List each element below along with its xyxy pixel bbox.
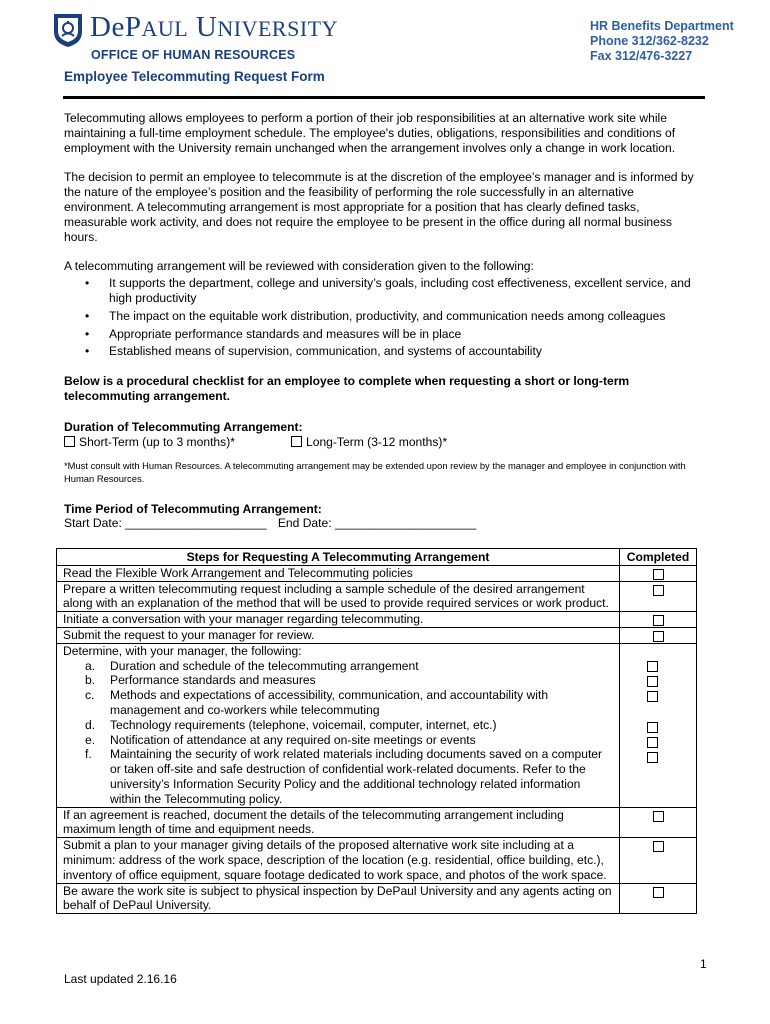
end-date-field[interactable]: _____________________ xyxy=(334,516,477,531)
table-row xyxy=(57,838,697,883)
long-term-checkbox[interactable] xyxy=(291,436,302,447)
hr-department: HR Benefits Department xyxy=(590,19,734,33)
consideration-list xyxy=(64,276,704,359)
checklist-intro: Below is a procedural checklist for an employee to complete when requesting a short or long-term telecommuting arrangement. xyxy=(64,374,630,403)
step-text: Prepare a written telecommuting request including a sample schedule of the desired arrangement along with an explanation of the method that will be used to provide required services or work product. xyxy=(57,581,620,612)
completed-checkbox[interactable] xyxy=(647,661,658,672)
period-heading: Time Period of Telecommuting Arrangement: xyxy=(64,501,322,516)
completed-checkbox[interactable] xyxy=(653,841,664,852)
table-row xyxy=(57,627,697,643)
page-number: 1 xyxy=(700,957,707,971)
table-row xyxy=(57,807,697,838)
completed-checkbox[interactable] xyxy=(647,737,658,748)
header-divider xyxy=(63,96,705,99)
determine-step xyxy=(57,643,620,807)
long-term-option[interactable]: Long-Term (3-12 months)* xyxy=(291,435,447,450)
list-item: e. Notification of attendance at any required on-site meetings or events xyxy=(85,732,476,747)
step-text: If an agreement is reached, document the details of the telecommuting arrangement including maximum length of time and equipment needs. xyxy=(57,807,620,838)
table-row xyxy=(57,883,697,914)
step-text: Submit a plan to your manager giving details of the proposed alternative work site including at a minimum: address of the work space, description of the location (e.g. residential, office building, etc.), inventory of office equipment, square footage dedicated to work space, and photos of the work space. xyxy=(57,838,620,883)
completed-column-header: Completed xyxy=(620,549,697,566)
list-item: d. Technology requirements (telephone, voicemail, computer, internet, etc.) xyxy=(85,717,497,732)
end-date-label: End Date: xyxy=(277,516,332,531)
step-text: Submit the request to your manager for review. xyxy=(57,627,620,643)
bullet-icon: • xyxy=(85,326,90,341)
list-item: • It supports the department, college and university’s goals, including cost effectiveness, excellent service, and high productivity xyxy=(85,276,691,305)
period-dates xyxy=(64,516,704,531)
list-item: • The impact on the equitable work distribution, productivity, and communication needs among colleagues xyxy=(85,308,666,323)
table-row xyxy=(57,581,697,612)
step-text: Initiate a conversation with your manager regarding telecommuting. xyxy=(57,612,620,628)
completed-checkbox[interactable] xyxy=(653,585,664,596)
intro-paragraph-2: The decision to permit an employee to telecommute is at the discretion of the employee’s manager and is informed by the nature of the employee’s position and the feasibility of performing the role successfully in an alternative environment. A telecommuting arrangement is most appropriate for a position that has clearly defined tasks, measurable work activity, and does not require the employee to be present in the office during all normal business hours. xyxy=(64,170,694,244)
hr-contact-block xyxy=(590,19,734,64)
bullet-icon: • xyxy=(85,276,90,291)
table-row xyxy=(57,565,697,581)
list-item: • Established means of supervision, communication, and systems of accountability xyxy=(85,344,542,359)
step-text: Read the Flexible Work Arrangement and Telecommuting policies xyxy=(57,565,620,581)
table-row xyxy=(57,643,697,807)
table-row xyxy=(57,612,697,628)
office-name: OFFICE OF HUMAN RESOURCES xyxy=(91,48,296,62)
list-item: b. Performance standards and measures xyxy=(85,673,316,688)
completed-checkbox[interactable] xyxy=(653,615,664,626)
bullet-icon: • xyxy=(85,308,90,323)
form-title: Employee Telecommuting Request Form xyxy=(64,69,325,84)
duration-options xyxy=(64,435,704,451)
completed-checkbox[interactable] xyxy=(647,676,658,687)
university-name: DePAUL UNIVERSITY xyxy=(90,11,338,43)
step-text: Be aware the work site is subject to physical inspection by DePaul University and any agents acting on behalf of DePaul University. xyxy=(57,883,620,914)
duration-note: *Must consult with Human Resources. A telecommuting arrangement may be extended upon review by the manager and employee in conjunction with Human Resources. xyxy=(64,459,686,484)
intro-paragraph-3: A telecommuting arrangement will be reviewed with consideration given to the following: xyxy=(64,259,534,274)
steps-table xyxy=(56,548,697,914)
determine-list xyxy=(63,659,613,807)
duration-heading: Duration of Telecommuting Arrangement: xyxy=(64,419,303,434)
completed-checkbox[interactable] xyxy=(647,752,658,763)
list-item: f. Maintaining the security of work related materials including documents saved on a computer or taken off-site and safe destruction of confidential work-related documents. Refer to the university’s Information Security Policy and the additional technology related information within the Telecommuting policy. xyxy=(85,747,603,806)
start-date-field[interactable]: _____________________ xyxy=(125,516,267,531)
completed-checkbox[interactable] xyxy=(653,887,664,898)
last-updated: Last updated 2.16.16 xyxy=(64,972,177,986)
completed-checkbox[interactable] xyxy=(647,691,658,702)
intro-section xyxy=(64,111,704,531)
list-item: c. Methods and expectations of accessibility, communication, and accountability with management and co-workers while telecommuting xyxy=(85,688,549,717)
completed-checkbox[interactable] xyxy=(653,569,664,580)
start-date-label: Start Date: xyxy=(64,516,122,531)
university-seal-logo xyxy=(52,12,84,48)
step-text: Determine, with your manager, the following: xyxy=(63,643,302,658)
steps-column-header: Steps for Requesting A Telecommuting Arrangement xyxy=(57,549,620,566)
table-header-row xyxy=(57,549,697,566)
short-term-checkbox[interactable] xyxy=(64,436,75,447)
hr-phone: Phone 312/362-8232 xyxy=(590,34,709,48)
completed-checkbox[interactable] xyxy=(647,722,658,733)
bullet-icon: • xyxy=(85,344,90,359)
intro-paragraph-1: Telecommuting allows employees to perform a portion of their job responsibilities at an alternative work site while maintaining a full-time employment schedule. The employee's duties, obligations, responsibilities and conditions of employment with the University remain unchanged when the arrangement involves only a change in work location. xyxy=(64,111,676,155)
completed-checkbox[interactable] xyxy=(653,631,664,642)
list-item: a. Duration and schedule of the telecommuting arrangement xyxy=(85,658,419,673)
short-term-option[interactable]: Short-Term (up to 3 months)* xyxy=(64,435,235,450)
list-item: • Appropriate performance standards and measures will be in place xyxy=(85,326,462,341)
hr-fax: Fax 312/476-3227 xyxy=(590,49,693,63)
completed-checkbox[interactable] xyxy=(653,811,664,822)
